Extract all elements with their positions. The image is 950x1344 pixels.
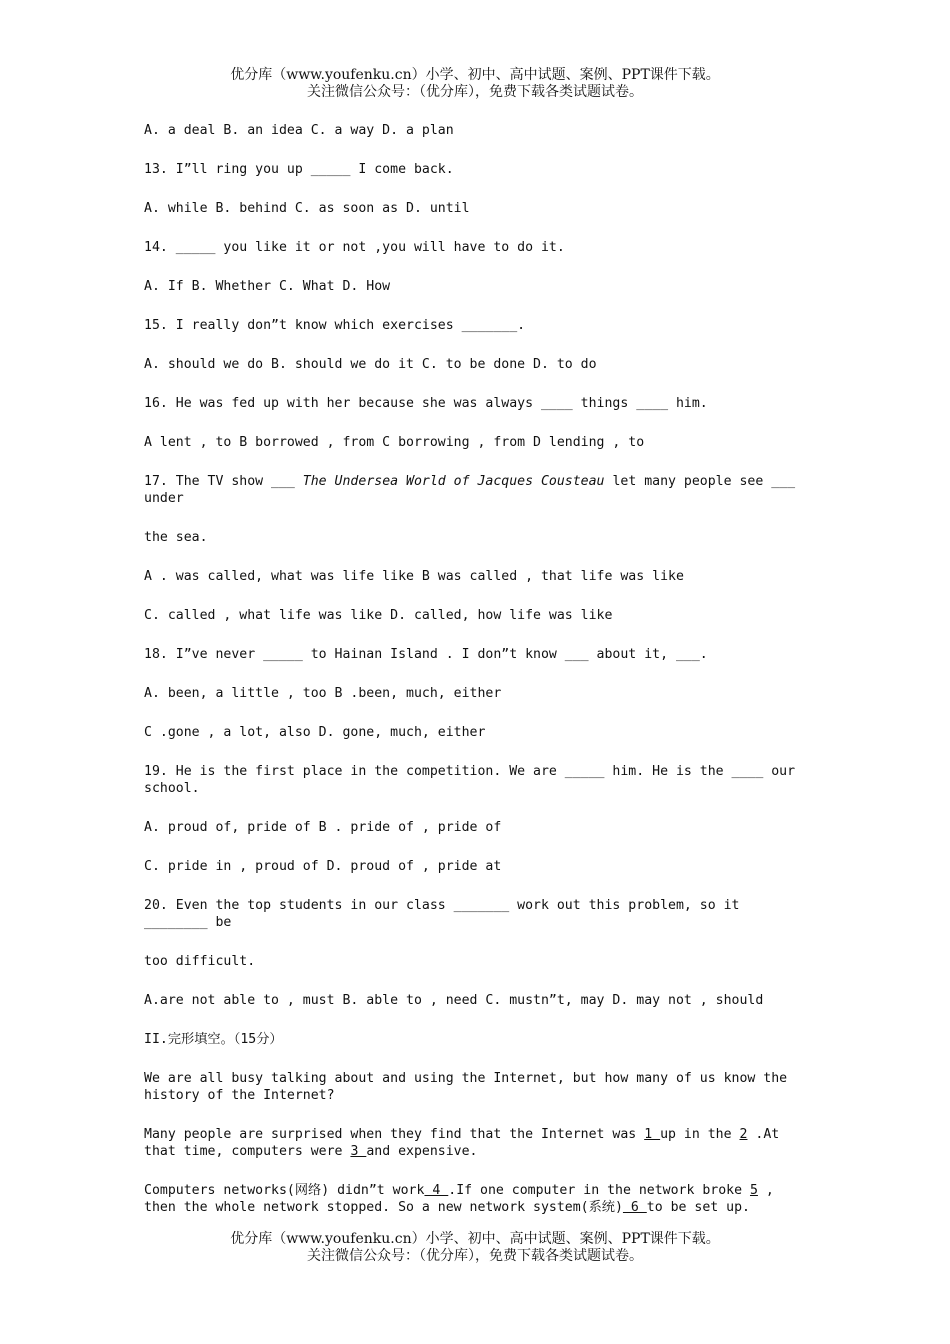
cloze-paragraph-1: We are all busy talking about and using the Internet, but how many of us know the history of the Internet? bbox=[144, 1071, 796, 1103]
q13-stem: 13. I”ll ring you up _____ I come back. bbox=[144, 162, 454, 177]
cloze-blank-2: 2 bbox=[739, 1127, 748, 1142]
q17-stem-b: let many people see ___ under bbox=[144, 474, 804, 506]
cloze-blank-1: 1 bbox=[644, 1127, 661, 1142]
q17-stem bbox=[144, 473, 808, 507]
q17-options-ab: A . was called, what was life like B was called , that life was like bbox=[144, 569, 684, 584]
q14-stem: 14. _____ you like it or not ,you will have to do it. bbox=[144, 240, 565, 255]
q16-options: A lent , to B borrowed , from C borrowing , from D lending , to bbox=[144, 435, 645, 450]
cloze-text: Many people are surprised when they find that the Internet was bbox=[144, 1127, 645, 1142]
cloze-blank-3: 3 bbox=[350, 1144, 367, 1159]
q17-stem-continued: the sea. bbox=[144, 530, 208, 545]
cloze-text: to be set up. bbox=[646, 1200, 750, 1215]
q17-options-cd: C. called , what life was like D. called, how life was like bbox=[144, 608, 613, 623]
footer-line-1: 优分库（www.youfenku.cn）小学、初中、高中试题、案例、PPT课件下载。 bbox=[230, 1231, 720, 1247]
q18-stem: 18. I”ve never _____ to Hainan Island . I don”t know ___ about it, ___. bbox=[144, 647, 708, 662]
footer-line-2: 关注微信公众号：（优分库），免费下载各类试题试卷。 bbox=[307, 1248, 643, 1264]
q19-options-cd: C. pride in , proud of D. proud of , pride at bbox=[144, 859, 502, 874]
section-2-title: II.完形填空。（15分） bbox=[144, 1032, 283, 1047]
q12-options: A. a deal B. an idea C. a way D. a plan bbox=[144, 123, 454, 138]
q13-options: A. while B. behind C. as soon as D. until bbox=[144, 201, 470, 216]
cloze-text: up in the bbox=[660, 1127, 740, 1142]
cloze-text: , then the whole network stopped. So a new network system(系统) bbox=[144, 1183, 782, 1215]
q16-stem: 16. He was fed up with her because she was always ____ things ____ him. bbox=[144, 396, 708, 411]
q19-options-ab: A. proud of, pride of B . pride of , pride of bbox=[144, 820, 502, 835]
header-line-1: 优分库（www.youfenku.cn）小学、初中、高中试题、案例、PPT课件下载。 bbox=[230, 67, 720, 83]
document-body bbox=[144, 122, 808, 1216]
cloze-paragraph-3 bbox=[144, 1182, 808, 1216]
q20-options: A.are not able to , must B. able to , need C. mustn”t, may D. may not , should bbox=[144, 993, 764, 1008]
q14-options: A. If B. Whether C. What D. How bbox=[144, 279, 391, 294]
cloze-blank-4: 4 bbox=[424, 1183, 449, 1198]
q17-stem-a: 17. The TV show ___ bbox=[144, 474, 303, 489]
cloze-text: .If one computer in the network broke bbox=[448, 1183, 750, 1198]
q17-show-title: The Undersea World of Jacques Cousteau bbox=[302, 474, 605, 489]
page-footer bbox=[0, 1231, 950, 1265]
header-line-2: 关注微信公众号：（优分库），免费下载各类试题试卷。 bbox=[307, 84, 643, 100]
cloze-blank-5: 5 bbox=[749, 1183, 758, 1198]
cloze-blank-6: 6 bbox=[622, 1200, 647, 1215]
q20-stem: 20. Even the top students in our class _______ work out this problem, so it ________ be bbox=[144, 898, 748, 930]
cloze-text: and expensive. bbox=[366, 1144, 478, 1159]
cloze-paragraph-2 bbox=[144, 1126, 808, 1160]
q18-options-ab: A. been, a little , too B .been, much, either bbox=[144, 686, 502, 701]
q18-options-cd: C .gone , a lot, also D. gone, much, either bbox=[144, 725, 486, 740]
cloze-text: Computers networks(网络) didn”t work bbox=[144, 1183, 425, 1198]
q15-options: A. should we do B. should we do it C. to be done D. to do bbox=[144, 357, 597, 372]
q20-stem-continued: too difficult. bbox=[144, 954, 256, 969]
page-header bbox=[0, 67, 950, 101]
q15-stem: 15. I really don”t know which exercises _______. bbox=[144, 318, 526, 333]
cloze-text: .At that time, computers were bbox=[144, 1127, 788, 1159]
q19-stem: 19. He is the first place in the competition. We are _____ him. He is the ____ our school. bbox=[144, 764, 803, 796]
